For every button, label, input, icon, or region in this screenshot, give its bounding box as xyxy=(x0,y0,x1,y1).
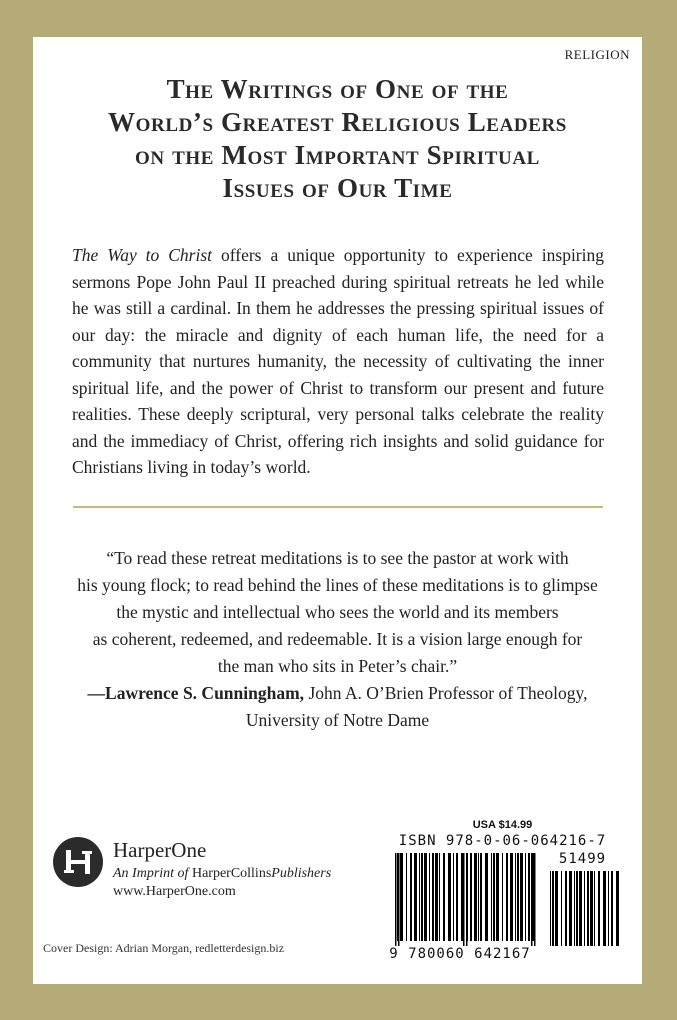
price-label: USA $14.99 xyxy=(472,819,533,831)
barcode-block xyxy=(385,819,620,967)
back-cover-panel xyxy=(33,37,642,984)
category-label: RELIGION xyxy=(564,47,630,62)
headline-line: World’s Greatest Religious Leaders xyxy=(108,107,567,137)
publisher-block xyxy=(53,837,383,907)
description-text: offers a unique opportunity to experience inspiring sermons Pope John Paul II preached during spiritual retreats he led while he was still a cardinal. In them he addresses the pressing spiritual issues of our day: the miracle and dignity of each human life, the need for a community that nurtures humanity, the necessity of cultivating the inner spiritual life, and the power of Christ to transform our present and future realities. These deeply scriptural, very personal talks celebrate the reality and the immediacy of Christ, offering rich insights and solid guidance for Christians living in today’s world. xyxy=(72,245,604,477)
headline-line: The Writings of One of the xyxy=(166,74,509,104)
quote-line: “To read these retreat meditations is to see the pastor at work with xyxy=(106,548,569,568)
headline-line: Issues of Our Time xyxy=(222,173,453,203)
cover-design-credit: Cover Design: Adrian Morgan, redletterdesign.biz xyxy=(43,941,285,955)
publisher-name: HarperOne xyxy=(113,838,207,862)
quote-line: the mystic and intellectual who sees the world and its members xyxy=(116,602,559,622)
publisher-imprint xyxy=(113,866,331,882)
publisher-url: www.HarperOne.com xyxy=(113,884,236,899)
divider xyxy=(73,506,603,508)
quote-line: as coherent, redeemed, and redeemable. It is a vision large enough for xyxy=(92,629,583,649)
description xyxy=(72,242,604,481)
harperone-logo-icon xyxy=(53,837,103,887)
attribution-role: John A. O’Brien Professor of Theology, xyxy=(304,683,588,703)
quote-line: the man who sits in Peter’s chair.” xyxy=(217,656,458,676)
barcode-digits: 9 780060 642167 xyxy=(389,946,531,962)
imprint-suffix: Publishers xyxy=(271,866,332,881)
headline xyxy=(33,73,642,205)
attribution-affiliation: University of Notre Dame xyxy=(245,710,430,730)
endorsement-quote xyxy=(33,545,642,734)
quote-line: his young flock; to read behind the lines of these meditations is to glimpse xyxy=(77,575,598,595)
headline-line: on the Most Important Spiritual xyxy=(135,140,540,170)
imprint-prefix: An Imprint of xyxy=(113,866,192,881)
price-addon-label: 51499 xyxy=(558,851,607,867)
quote-attribution xyxy=(33,680,642,707)
imprint-name: HarperCollins xyxy=(191,866,272,881)
attribution-name: —Lawrence S. Cunningham, xyxy=(87,683,305,703)
isbn-label: ISBN 978-0-06-064216-7 xyxy=(398,833,607,849)
book-title: The Way to Christ xyxy=(72,245,213,265)
